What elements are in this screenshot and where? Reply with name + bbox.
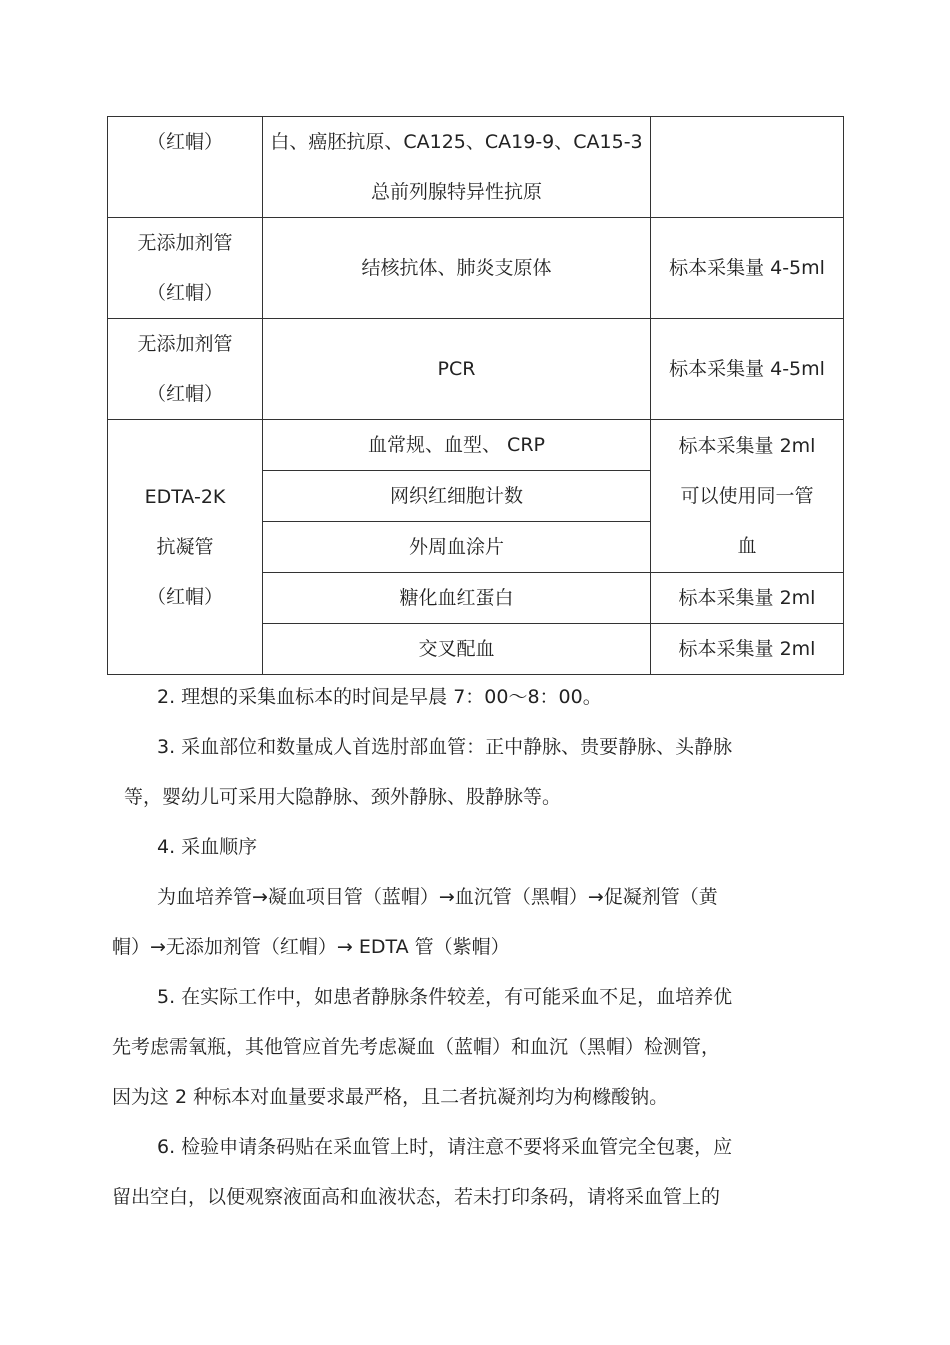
tube-label: 抗凝管 (156, 536, 214, 558)
test-items-cell (263, 218, 651, 319)
tube-cell (108, 420, 263, 675)
note-text: 可以使用同一管 (680, 485, 814, 507)
note-cell (651, 624, 844, 675)
tube-label: EDTA-2K (144, 486, 226, 508)
test-item: 血常规、血型、 CRP (368, 434, 545, 456)
tube-label: （红帽） (146, 131, 223, 153)
test-items-cell (263, 117, 651, 218)
body-text (112, 672, 802, 1222)
specimen-table (107, 116, 844, 675)
test-item: 糖化血红蛋白 (399, 587, 514, 609)
text-line: 为血培养管→凝血项目管（蓝帽）→血沉管（黑帽）→促凝剂管（黄 (157, 886, 718, 908)
note-cell (651, 218, 844, 319)
table-row (108, 218, 844, 319)
note-text: 标本采集量 2ml (678, 435, 816, 457)
note-text: 标本采集量 2ml (678, 638, 816, 660)
text-line: 5. 在实际工作中，如患者静脉条件较差，有可能采血不足，血培养优 (157, 986, 733, 1008)
test-item: 白、癌胚抗原、CA125、CA19-9、CA15-3 (270, 131, 643, 153)
note-text: 血 (737, 535, 757, 557)
tube-label: 无添加剂管 (137, 333, 233, 355)
note-text: 标本采集量 2ml (678, 587, 816, 609)
tube-label: （红帽） (146, 282, 223, 304)
table-row (108, 319, 844, 420)
text-line: 因为这 2 种标本对血量要求最严格，且二者抗凝剂均为枸橼酸钠。 (112, 1086, 669, 1108)
test-item: 交叉配血 (418, 638, 495, 660)
tube-cell (108, 319, 263, 420)
text-line: 等，婴幼儿可采用大隐静脉、颈外静脉、股静脉等。 (124, 786, 562, 808)
test-item: 外周血涂片 (408, 536, 504, 558)
paragraph-6 (112, 1122, 802, 1222)
text-line: 帽）→无添加剂管（红帽）→ EDTA 管（紫帽） (112, 936, 510, 958)
table-row (108, 420, 844, 471)
paragraph-4 (112, 822, 802, 872)
test-item: 结核抗体、肺炎支原体 (361, 257, 552, 279)
tube-cell (108, 218, 263, 319)
paragraph-3 (112, 722, 802, 822)
text-line: 留出空白，以便观察液面高和血液状态，若未打印条码，请将采血管上的 (112, 1186, 721, 1208)
note-cell (651, 573, 844, 624)
tube-label: （红帽） (146, 586, 223, 608)
note-text: 标本采集量 4-5ml (669, 358, 825, 380)
test-items-cell (263, 471, 651, 522)
text-line: 4. 采血顺序 (157, 836, 258, 858)
tube-label: （红帽） (146, 383, 223, 405)
text-line: 3. 采血部位和数量成人首选肘部血管：正中静脉、贵要静脉、头静脉 (157, 736, 733, 758)
text-line: 2. 理想的采集血标本的时间是早晨 7：00～8：00。 (157, 686, 602, 708)
text-line: 6. 检验申请条码贴在采血管上时，请注意不要将采血管完全包裹，应 (157, 1136, 733, 1158)
test-item: 总前列腺特异性抗原 (370, 181, 542, 203)
paragraph-2 (112, 672, 802, 722)
note-cell (651, 420, 844, 573)
tube-cell (108, 117, 263, 218)
test-item: PCR (437, 358, 476, 380)
note-cell (651, 117, 844, 218)
note-text: 标本采集量 4-5ml (669, 257, 825, 279)
tube-label: 无添加剂管 (137, 232, 233, 254)
test-items-cell (263, 522, 651, 573)
paragraph-5 (112, 972, 802, 1122)
test-item: 网织红细胞计数 (389, 485, 523, 507)
text-line: 先考虑需氧瓶，其他管应首先考虑凝血（蓝帽）和血沉（黑帽）检测管， (112, 1036, 721, 1058)
test-items-cell (263, 573, 651, 624)
test-items-cell (263, 319, 651, 420)
test-items-cell (263, 420, 651, 471)
paragraph-order (112, 872, 802, 972)
note-cell (651, 319, 844, 420)
test-items-cell (263, 624, 651, 675)
table-row (108, 117, 844, 218)
